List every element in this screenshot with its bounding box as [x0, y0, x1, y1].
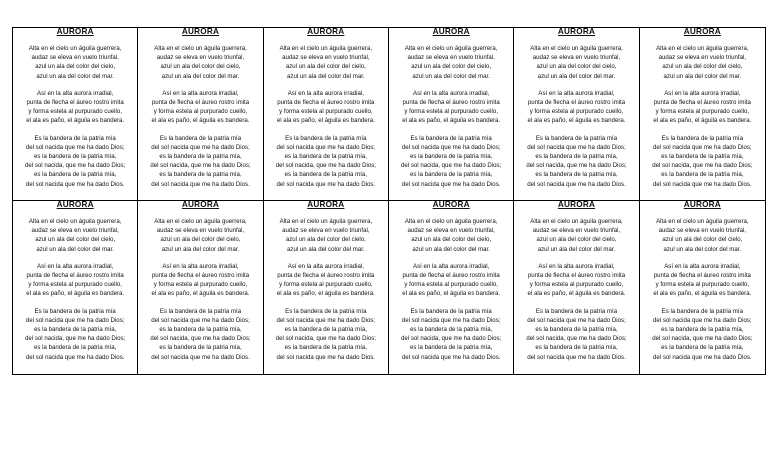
poem-card [138, 201, 263, 374]
poem-line: azul un ala del color del cielo, [662, 236, 743, 244]
poem-line: del sol nacida, que me ha dado Dios; [150, 162, 251, 170]
poem-line: Es la bandera de la patria mía [410, 134, 492, 142]
poem-line: del sol nacida que me ha dado Dios. [653, 353, 752, 361]
poem-line: Alta en el cielo un águila guerrera, [154, 45, 247, 52]
poem-line: del sol nacida que me ha dado Dios; [401, 143, 501, 151]
poem-line: Es la bandera de la patria mía [159, 307, 242, 315]
poem-line: es la bandera de la patria mía, [410, 326, 493, 334]
poem-stanza [138, 217, 262, 254]
poem-line: del sol nacida que me ha dado Dios. [653, 180, 752, 188]
poem-title: AURORA [557, 28, 596, 36]
poem-stanza [514, 217, 638, 254]
poem-line: azul un ala del color del cielo, [536, 236, 617, 244]
poem-line: azul un ala del color del cielo, [160, 63, 241, 71]
poem-line: audaz se eleva en vuelo triunfal, [31, 227, 119, 235]
poem-line: Es la bandera de la patria mía [34, 307, 116, 315]
poem-line: del sol nacida que me ha dado Dios; [276, 143, 376, 151]
poem-line: es la bandera de la patria mía, [661, 326, 744, 334]
poem-line: audaz se eleva en vuelo triunfal, [407, 227, 495, 235]
poem-line: audaz se eleva en vuelo triunfal, [282, 227, 370, 235]
poem-line: punta de flecha el áureo rostro imita [653, 99, 751, 107]
poem-line: del sol nacida que me ha dado Dios. [401, 353, 501, 361]
poem-line: azul un ala del color del cielo, [285, 236, 366, 244]
poem-line: el ala es paño, el águila es bandera. [276, 290, 375, 298]
poem-line: del sol nacida que me ha dado Dios; [527, 316, 626, 324]
poem-line: el ala es paño, el águila es bandera. [151, 117, 250, 125]
poem-line: del sol nacida, que me ha dado Dios; [526, 162, 627, 170]
poem-line: del sol nacida que me ha dado Dios. [276, 353, 376, 361]
poem-line: es la bandera de la patria mía, [34, 171, 117, 179]
poem-stanza [138, 134, 262, 189]
poem-line: punta de flecha el áureo rostro imita [527, 99, 626, 107]
poem-line: es la bandera de la patria mía, [34, 326, 117, 334]
poem-line: y forma estela al purpurado cuello, [28, 281, 122, 289]
poem-stanza [264, 89, 388, 126]
poem-stanza [514, 134, 638, 189]
poem-card [13, 28, 138, 201]
poem-line: del sol nacida que me ha dado Dios. [151, 353, 250, 361]
poem-line: Alta en el cielo un águila guerrera, [28, 218, 122, 225]
poem-line: del sol nacida que me ha dado Dios. [25, 353, 125, 361]
poem-line: del sol nacida que me ha dado Dios. [25, 180, 125, 188]
poem-stanza [264, 262, 388, 299]
poem-line: del sol nacida, que me ha dado Dios; [401, 335, 502, 343]
poem-stanza [514, 262, 638, 299]
poem-line: del sol nacida que me ha dado Dios. [527, 353, 626, 361]
poem-line: Alta en el cielo un águila guerrera, [404, 45, 498, 52]
poem-line: del sol nacida, que me ha dado Dios; [652, 335, 753, 343]
poem-line: Alta en el cielo un águila guerrera, [404, 218, 498, 225]
poem-title: AURORA [56, 201, 94, 209]
poem-stanza [640, 134, 765, 189]
poem-line: audaz se eleva en vuelo triunfal, [407, 54, 495, 62]
poem-stanza [514, 307, 638, 362]
poem-line: del sol nacida que me ha dado Dios; [276, 316, 376, 324]
poem-line: del sol nacida que me ha dado Dios. [276, 180, 376, 188]
poem-line: Es la bandera de la patria mía [34, 134, 116, 142]
poem-line: punta de flecha el áureo rostro imita [402, 272, 500, 280]
poem-line: del sol nacida, que me ha dado Dios; [150, 335, 251, 343]
poem-line: del sol nacida que me ha dado Dios; [653, 143, 752, 151]
poem-line: Es la bandera de la patria mía [285, 134, 367, 142]
poem-line: Así en la alta aurora irradial, [287, 262, 364, 270]
poem-card [13, 201, 138, 374]
poem-stanza [138, 307, 262, 362]
poem-line: Es la bandera de la patria mía [159, 134, 242, 142]
poem-line: es la bandera de la patria mía, [410, 344, 493, 352]
poem-line: es la bandera de la patria mía, [284, 326, 367, 334]
poem-line: el ala es paño, el águila es bandera. [151, 290, 250, 298]
poem-line: audaz se eleva en vuelo triunfal, [156, 54, 245, 62]
poem-stanza [138, 262, 262, 299]
poem-line: azul un ala del color del cielo, [160, 236, 241, 244]
poem-line: del sol nacida, que me ha dado Dios; [401, 162, 502, 170]
poem-line: azul un ala del color del mar. [663, 72, 742, 80]
poem-stanza [640, 262, 765, 299]
poem-title: AURORA [683, 201, 721, 209]
poem-stanza [640, 307, 765, 362]
poem-line: es la bandera de la patria mía, [284, 153, 367, 161]
poem-line: es la bandera de la patria mía, [535, 326, 618, 334]
poem-line: Es la bandera de la patria mía [535, 307, 618, 315]
poem-line: es la bandera de la patria mía, [284, 344, 367, 352]
poem-stanza [389, 262, 513, 299]
poem-line: el ala es paño, el águila es bandera. [653, 117, 752, 125]
poem-line: es la bandera de la patria mía, [661, 171, 744, 179]
poem-stanza [13, 262, 137, 299]
poem-line: azul un ala del color del cielo, [35, 63, 116, 71]
poem-line: audaz se eleva en vuelo triunfal, [532, 227, 621, 235]
poem-line: el ala es paño, el águila es bandera. [653, 290, 752, 298]
poem-line: Así en la alta aurora irradial, [664, 89, 741, 97]
poem-line: es la bandera de la patria mía, [284, 171, 367, 179]
poem-line: punta de flecha el áureo rostro imita [26, 272, 124, 280]
poem-line: Es la bandera de la patria mía [285, 307, 367, 315]
poem-line: punta de flecha el áureo rostro imita [402, 99, 500, 107]
poem-stanza [514, 44, 638, 81]
poem-line: azul un ala del color del mar. [161, 72, 240, 80]
poem-line: y forma estela al purpurado cuello, [404, 108, 498, 116]
poem-line: Así en la alta aurora irradial, [162, 262, 239, 270]
poem-line: Alta en el cielo un águila guerrera, [656, 218, 749, 225]
poem-title: AURORA [432, 201, 470, 209]
poem-line: azul un ala del color del cielo, [536, 63, 617, 71]
poem-line: Es la bandera de la patria mía [661, 134, 743, 142]
poem-line: azul un ala del color del mar. [36, 72, 114, 80]
poem-line: el ala es paño, el águila es bandera. [527, 117, 626, 125]
poem-line: azul un ala del color del cielo, [411, 63, 492, 71]
poem-line: es la bandera de la patria mía, [661, 344, 744, 352]
poem-line: azul un ala del color del mar. [537, 245, 616, 253]
poem-line: azul un ala del color del cielo, [411, 236, 492, 244]
poem-line: es la bandera de la patria mía, [34, 344, 117, 352]
poem-card [514, 201, 639, 374]
poem-line: del sol nacida que me ha dado Dios; [527, 143, 626, 151]
poem-line: y forma estela al purpurado cuello, [655, 108, 750, 116]
poem-stanza [13, 307, 137, 362]
poem-line: Así en la alta aurora irradial, [162, 89, 239, 97]
poem-line: es la bandera de la patria mía, [159, 344, 242, 352]
poem-stanza [389, 134, 513, 189]
poem-title: AURORA [683, 28, 721, 36]
poem-card [514, 28, 639, 201]
poem-line: del sol nacida que me ha dado Dios; [151, 316, 250, 324]
poem-line: Así en la alta aurora irradial, [413, 89, 490, 97]
poem-stanza [514, 89, 638, 126]
poem-stanza [389, 89, 513, 126]
poem-card [264, 28, 389, 201]
poem-line: del sol nacida, que me ha dado Dios; [25, 162, 126, 170]
poem-line: del sol nacida que me ha dado Dios; [401, 316, 501, 324]
poem-line: del sol nacida que me ha dado Dios. [527, 180, 626, 188]
poem-line: azul un ala del color del cielo, [662, 63, 743, 71]
poem-line: punta de flecha el áureo rostro imita [151, 99, 250, 107]
poem-line: Es la bandera de la patria mía [661, 307, 743, 315]
poem-line: azul un ala del color del mar. [287, 245, 365, 253]
poem-line: del sol nacida que me ha dado Dios; [151, 143, 250, 151]
poem-line: del sol nacida que me ha dado Dios. [401, 180, 501, 188]
poem-line: Alta en el cielo un águila guerrera, [28, 45, 122, 52]
poem-stanza [389, 217, 513, 254]
poem-line: del sol nacida que me ha dado Dios. [151, 180, 250, 188]
poem-line: del sol nacida, que me ha dado Dios; [275, 162, 376, 170]
poem-card [389, 201, 514, 374]
poem-stanza [264, 307, 388, 362]
poem-line: Así en la alta aurora irradial, [37, 262, 114, 270]
poem-line: del sol nacida que me ha dado Dios; [25, 316, 125, 324]
poem-line: es la bandera de la patria mía, [159, 171, 242, 179]
poem-line: Alta en el cielo un águila guerrera, [530, 45, 623, 52]
poem-line: el ala es paño, el águila es bandera. [26, 290, 125, 298]
poem-title: AURORA [307, 201, 345, 209]
poem-stanza [640, 89, 765, 126]
poem-line: y forma estela al purpurado cuello, [28, 108, 122, 116]
poem-line: azul un ala del color del mar. [412, 245, 490, 253]
poem-line: del sol nacida que me ha dado Dios; [653, 316, 752, 324]
poem-stanza [264, 134, 388, 189]
poem-stanza [640, 44, 765, 81]
poem-line: punta de flecha el áureo rostro imita [26, 99, 124, 107]
poem-stanza [264, 44, 388, 81]
poem-line: audaz se eleva en vuelo triunfal, [282, 54, 370, 62]
poem-stanza [264, 217, 388, 254]
poem-title: AURORA [56, 28, 94, 36]
poem-title: AURORA [307, 28, 345, 36]
poem-line: audaz se eleva en vuelo triunfal, [156, 227, 245, 235]
poem-line: es la bandera de la patria mía, [535, 171, 618, 179]
poem-line: Así en la alta aurora irradial, [538, 262, 615, 270]
poem-stanza [640, 217, 765, 254]
poem-line: el ala es paño, el águila es bandera. [527, 290, 626, 298]
poem-line: y forma estela al purpurado cuello, [529, 108, 624, 116]
poem-line: punta de flecha el áureo rostro imita [151, 272, 250, 280]
poem-line: y forma estela al purpurado cuello, [655, 281, 750, 289]
poem-line: y forma estela al purpurado cuello, [279, 108, 373, 116]
poem-line: azul un ala del color del cielo, [35, 236, 116, 244]
poem-card [640, 28, 765, 201]
poem-stanza [13, 217, 137, 254]
poem-line: Así en la alta aurora irradial, [37, 89, 114, 97]
poem-line: punta de flecha el áureo rostro imita [653, 272, 751, 280]
poem-line: Alta en el cielo un águila guerrera, [154, 218, 247, 225]
poem-card [640, 201, 765, 374]
poem-line: y forma estela al purpurado cuello, [404, 281, 498, 289]
poem-line: del sol nacida, que me ha dado Dios; [526, 335, 627, 343]
poem-line: del sol nacida, que me ha dado Dios; [275, 335, 376, 343]
poem-line: audaz se eleva en vuelo triunfal, [532, 54, 621, 62]
poem-line: del sol nacida que me ha dado Dios; [25, 143, 125, 151]
poem-line: el ala es paño, el águila es bandera. [402, 290, 501, 298]
poem-stanza [389, 307, 513, 362]
poem-line: es la bandera de la patria mía, [159, 326, 242, 334]
poem-line: es la bandera de la patria mía, [535, 344, 618, 352]
poem-line: audaz se eleva en vuelo triunfal, [31, 54, 119, 62]
poem-line: y forma estela al purpurado cuello, [529, 281, 624, 289]
poem-line: azul un ala del color del mar. [161, 245, 240, 253]
poem-line: azul un ala del color del mar. [537, 72, 616, 80]
poem-line: del sol nacida, que me ha dado Dios; [652, 162, 753, 170]
poem-line: azul un ala del color del mar. [36, 245, 114, 253]
poem-line: punta de flecha el áureo rostro imita [527, 272, 626, 280]
poem-line: es la bandera de la patria mía, [661, 153, 744, 161]
poem-line: es la bandera de la patria mía, [34, 153, 117, 161]
poem-line: Así en la alta aurora irradial, [413, 262, 490, 270]
poem-line: Alta en el cielo un águila guerrera, [279, 218, 373, 225]
poem-stanza [389, 44, 513, 81]
poem-line: Alta en el cielo un águila guerrera, [530, 218, 623, 225]
poem-line: azul un ala del color del mar. [287, 72, 365, 80]
bookmark-sheet [12, 27, 766, 375]
poem-stanza [138, 44, 262, 81]
poem-line: punta de flecha el áureo rostro imita [277, 99, 375, 107]
poem-stanza [13, 44, 137, 81]
poem-line: Es la bandera de la patria mía [535, 134, 618, 142]
poem-line: punta de flecha el áureo rostro imita [277, 272, 375, 280]
poem-line: audaz se eleva en vuelo triunfal, [658, 227, 747, 235]
poem-title: AURORA [181, 28, 220, 36]
poem-line: del sol nacida, que me ha dado Dios; [25, 335, 126, 343]
poem-line: y forma estela al purpurado cuello, [153, 281, 248, 289]
poem-line: Es la bandera de la patria mía [410, 307, 492, 315]
poem-line: Así en la alta aurora irradial, [287, 89, 364, 97]
poem-line: el ala es paño, el águila es bandera. [276, 117, 375, 125]
poem-line: Así en la alta aurora irradial, [538, 89, 615, 97]
poem-line: azul un ala del color del cielo, [285, 63, 366, 71]
poem-line: y forma estela al purpurado cuello, [279, 281, 373, 289]
poem-line: azul un ala del color del mar. [663, 245, 742, 253]
poem-stanza [138, 89, 262, 126]
poem-line: es la bandera de la patria mía, [159, 153, 242, 161]
poem-line: es la bandera de la patria mía, [410, 171, 493, 179]
poem-line: audaz se eleva en vuelo triunfal, [658, 54, 747, 62]
poem-title: AURORA [181, 201, 220, 209]
poem-title: AURORA [432, 28, 470, 36]
poem-stanza [13, 134, 137, 189]
poem-line: es la bandera de la patria mía, [535, 153, 618, 161]
poem-stanza [13, 89, 137, 126]
poem-line: Alta en el cielo un águila guerrera, [279, 45, 373, 52]
poem-line: azul un ala del color del mar. [412, 72, 490, 80]
poem-line: y forma estela al purpurado cuello, [153, 108, 248, 116]
poem-line: Así en la alta aurora irradial, [664, 262, 741, 270]
poem-line: el ala es paño, el águila es bandera. [26, 117, 125, 125]
poem-line: es la bandera de la patria mía, [410, 153, 493, 161]
poem-card [264, 201, 389, 374]
poem-card [138, 28, 263, 201]
poem-line: el ala es paño, el águila es bandera. [402, 117, 501, 125]
poem-line: Alta en el cielo un águila guerrera, [656, 45, 749, 52]
poem-title: AURORA [557, 201, 596, 209]
poem-card [389, 28, 514, 201]
